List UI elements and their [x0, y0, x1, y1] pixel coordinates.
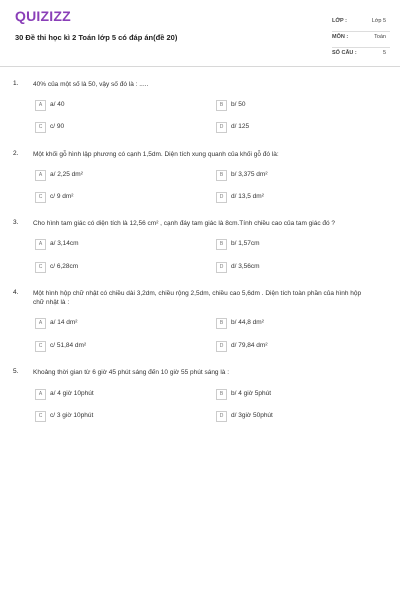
meta-value: Toán: [374, 34, 386, 40]
option-a[interactable]: [35, 100, 195, 112]
option-a[interactable]: [35, 318, 195, 330]
question-text: Một khối gỗ hình lập phương có cạnh 1,5dm. Diện tích xung quanh của khối gỗ đó là:: [33, 151, 279, 158]
option-letter-box: A: [35, 239, 46, 250]
option-b[interactable]: [216, 389, 376, 401]
option-b[interactable]: [216, 100, 376, 112]
question-number: 1.: [13, 80, 19, 87]
option-letter-box: A: [35, 389, 46, 400]
question-number: 2.: [13, 150, 19, 157]
option-text: b/ 44,8 dm²: [231, 319, 264, 326]
option-b[interactable]: [216, 170, 376, 182]
option-c[interactable]: [35, 192, 195, 204]
worksheet-title: 30 Đề thi học kì 2 Toán lớp 5 có đáp án(đề 20): [15, 33, 178, 42]
option-letter-box: B: [216, 239, 227, 250]
option-letter-box: D: [216, 411, 227, 422]
option-letter-box: B: [216, 318, 227, 329]
question-text: Khoảng thời gian từ 6 giờ 45 phút sáng đến 10 giờ 55 phút sáng là :: [33, 369, 230, 376]
option-text: d/ 3giờ 50phút: [231, 412, 273, 419]
meta-value: 5: [382, 50, 386, 56]
option-text: c/ 51,84 dm²: [50, 342, 87, 349]
option-text: c/ 3 giờ 10phút: [50, 412, 94, 419]
option-text: d/ 125: [231, 123, 250, 130]
meta-label: SỐ CÂU :: [332, 50, 357, 56]
option-letter-box: D: [216, 122, 227, 133]
option-text: a/ 4 giờ 10phút: [50, 390, 94, 397]
meta-row-class: [332, 16, 390, 32]
worksheet-header: [0, 0, 400, 67]
option-text: d/ 13,5 dm²: [231, 193, 264, 200]
option-letter-box: D: [216, 341, 227, 352]
option-d[interactable]: [216, 262, 376, 274]
option-letter-box: C: [35, 341, 46, 352]
option-text: d/ 3,56cm: [231, 263, 260, 270]
option-text: b/ 1,57cm: [231, 240, 260, 247]
option-a[interactable]: [35, 239, 195, 251]
question-text: 40% của một số là 50, vậy số đó là : .....: [33, 81, 149, 88]
option-text: a/ 2,25 dm²: [50, 171, 83, 178]
question-number: 4.: [13, 289, 19, 296]
option-letter-box: C: [35, 262, 46, 273]
option-letter-box: A: [35, 170, 46, 181]
option-text: d/ 79,84 dm²: [231, 342, 268, 349]
question-number: 5.: [13, 368, 19, 375]
option-d[interactable]: [216, 411, 376, 423]
option-text: a/ 40: [50, 101, 65, 108]
meta-row-question-count: [332, 48, 390, 63]
meta-label: MÔN :: [332, 34, 349, 40]
option-letter-box: A: [35, 100, 46, 111]
option-letter-box: C: [35, 192, 46, 203]
option-text: c/ 90: [50, 123, 65, 130]
option-text: a/ 3,14cm: [50, 240, 79, 247]
option-text: a/ 14 dm²: [50, 319, 78, 326]
option-letter-box: C: [35, 122, 46, 133]
quizizz-logo: QUIZIZZ: [15, 8, 71, 24]
option-letter-box: B: [216, 170, 227, 181]
option-c[interactable]: [35, 341, 195, 353]
option-c[interactable]: [35, 262, 195, 274]
question-text: Một hình hộp chữ nhật có chiều dài 3,2dm, chiều rộng 2,5dm, chiều cao 5,6dm . Diện tích toàn phần của hình hộp chữ nhật là :: [33, 290, 362, 306]
question-number: 3.: [13, 219, 19, 226]
option-d[interactable]: [216, 341, 376, 353]
option-text: b/ 4 giờ 5phút: [231, 390, 272, 397]
option-letter-box: C: [35, 411, 46, 422]
meta-label: LỚP :: [332, 18, 347, 24]
option-b[interactable]: [216, 239, 376, 251]
option-a[interactable]: [35, 389, 195, 401]
option-text: c/ 6,28cm: [50, 263, 79, 270]
option-letter-box: D: [216, 262, 227, 273]
option-text: b/ 3,375 dm²: [231, 171, 268, 178]
option-d[interactable]: [216, 192, 376, 204]
option-b[interactable]: [216, 318, 376, 330]
worksheet-meta: [332, 16, 390, 63]
option-a[interactable]: [35, 170, 195, 182]
option-text: c/ 9 dm²: [50, 193, 74, 200]
question-text: Cho hình tam giác có diện tích là 12,56 cm² , cạnh đáy tam giác là 8cm.Tính chiều cao của tam giác đó ?: [33, 220, 336, 227]
option-c[interactable]: [35, 122, 195, 134]
option-letter-box: B: [216, 100, 227, 111]
meta-row-subject: [332, 32, 390, 48]
option-d[interactable]: [216, 122, 376, 134]
option-letter-box: D: [216, 192, 227, 203]
option-c[interactable]: [35, 411, 195, 423]
option-letter-box: A: [35, 318, 46, 329]
option-text: b/ 50: [231, 101, 246, 108]
meta-value: Lớp 5: [371, 18, 386, 24]
option-letter-box: B: [216, 389, 227, 400]
